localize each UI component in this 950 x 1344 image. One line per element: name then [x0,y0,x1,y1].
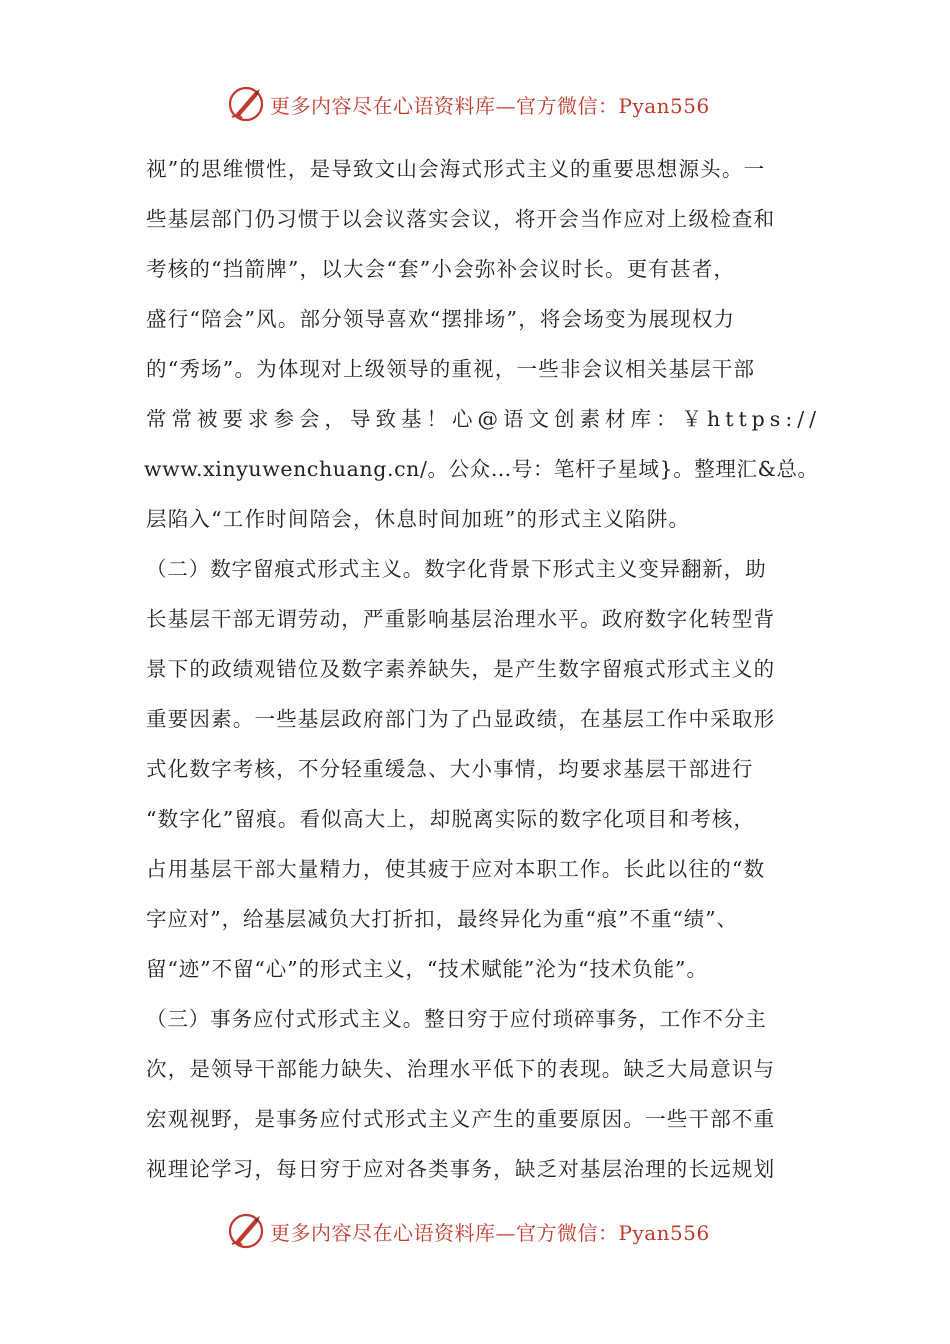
header-banner-text: 更多内容尽在心语资料库—官方微信：Pyan556 [270,93,710,118]
text-line: 字应对”，给基层减负大打折扣，最终异化为重“痕”不重“绩”、 [146,907,738,931]
document-body [146,144,836,1194]
quill-pen-logo-icon [226,1211,266,1251]
quill-pen-logo-icon [226,84,266,124]
header-banner[interactable] [226,84,710,124]
text-line: 些基层部门仍习惯于以会议落实会议，将开会当作应对上级检查和 [146,207,776,231]
text-line: 长基层干部无谓劳动，严重影响基层治理水平。政府数字化转型背 [146,607,776,631]
text-line: 占用基层干部大量精力，使其疲于应对本职工作。长此以往的“数 [146,857,766,881]
text-line: 宏观视野，是事务应付式形式主义产生的重要原因。一些干部不重 [146,1107,776,1131]
text-line: 视”的思维惯性，是导致文山会海式形式主义的重要思想源头。一 [146,157,766,181]
text-line: 重要因素。一些基层政府部门为了凸显政绩，在基层工作中采取形 [146,707,776,731]
text-line: （三）事务应付式形式主义。整日穷于应付琐碎事务，工作不分主 [146,1007,767,1031]
text-line: “数字化”留痕。看似高大上，却脱离实际的数字化项目和考核， [146,807,756,831]
footer-banner-text: 更多内容尽在心语资料库—官方微信：Pyan556 [270,1220,710,1245]
text-line: 视理论学习，每日穷于应对各类事务，缺乏对基层治理的长远规划 [146,1157,776,1181]
text-line: 盛行“陪会”风。部分领导喜欢“摆排场”，将会场变为展现权力 [146,307,736,331]
text-line: 层陷入“工作时间陪会，休息时间加班”的形式主义陷阱。 [146,507,691,531]
text-line: （二）数字留痕式形式主义。数字化背景下形式主义变异翻新，助 [146,557,767,581]
text-line: 的“秀场”。为体现对上级领导的重视，一些非会议相关基层干部 [146,357,756,381]
text-line: 留“迹”不留“心”的形式主义，“技术赋能”沦为“技术负能”。 [146,957,708,981]
text-line: www.xinyuwenchuang.cn/。公众…号：笔杆子星域}。整理汇&总。 [144,457,819,481]
text-line: 考核的“挡箭牌”，以大会“套”小会弥补会议时长。更有甚者， [146,257,736,281]
text-line: 次，是领导干部能力缺失、治理水平低下的表现。缺乏大局意识与 [146,1057,776,1081]
footer-banner[interactable] [226,1211,710,1251]
text-line: 式化数字考核，不分轻重缓急、大小事情，均要求基层干部进行 [146,757,754,781]
text-line: 常常被要求参会，导致基！心@语文创素材库：￥https:// [146,407,822,431]
text-line: 景下的政绩观错位及数字素养缺失，是产生数字留痕式形式主义的 [146,657,776,681]
